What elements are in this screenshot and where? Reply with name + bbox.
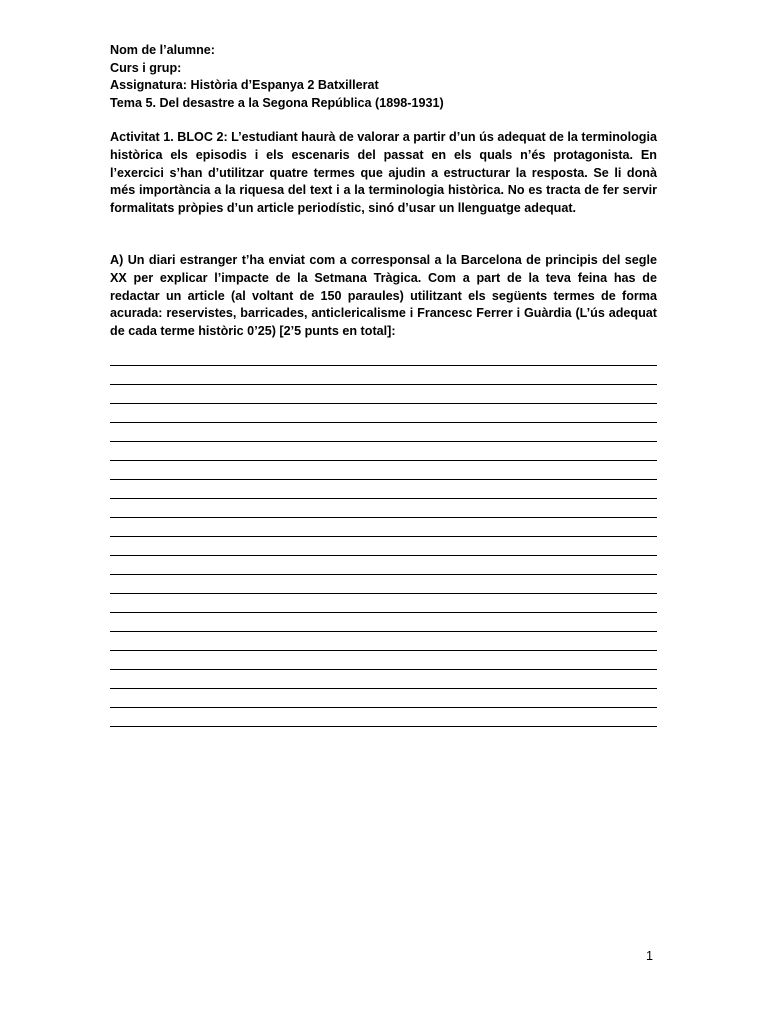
answer-line[interactable] (110, 537, 657, 556)
answer-line[interactable] (110, 366, 657, 385)
answer-line[interactable] (110, 461, 657, 480)
answer-line[interactable] (110, 442, 657, 461)
answer-line[interactable] (110, 689, 657, 708)
answer-line[interactable] (110, 613, 657, 632)
answer-line[interactable] (110, 423, 657, 442)
question-a: A) Un diari estranger t’ha enviat com a corresponsal a la Barcelona de principis del segle XX per explicar l’impacte de la Setmana Tràgica. Com a part de la teva feina has de redactar un article (al voltant de 150 paraules) utilitzant els següents termes de forma acurada: reservistes, barricades, anticlericalisme i Francesc Ferrer i Guàrdia (L’ús adequat de cada terme històric 0’25) [2’5 punts en total]: (110, 253, 657, 338)
answer-line[interactable] (110, 670, 657, 689)
page-number: 1 (646, 949, 654, 963)
student-name-label: Nom de l’alumne: (110, 43, 215, 57)
activity-instructions: Activitat 1. BLOC 2: L’estudiant haurà de valorar a partir d’un ús adequat de la terminologia històrica els episodis i els escenaris del passat en els quals n’és protagonista. En l’exercici s’han d’utilitzar quatre termes que ajudin a estructurar la resposta. Se li donà més importància a la riquesa del text i a la terminologia històrica. No es tracta de fer servir formalitats pròpies d’un article periodístic, sinó d’usar un llenguatge adequat. (110, 130, 657, 215)
answer-line[interactable] (110, 385, 657, 404)
answer-line[interactable] (110, 556, 657, 575)
answer-line[interactable] (110, 404, 657, 423)
answer-line[interactable] (110, 499, 657, 518)
subject-line: Assignatura: Història d’Espanya 2 Batxillerat (110, 78, 379, 93)
document-page (110, 42, 657, 727)
answer-lines[interactable] (110, 347, 657, 727)
answer-line[interactable] (110, 575, 657, 594)
document-header (110, 42, 657, 112)
answer-line[interactable] (110, 480, 657, 499)
answer-line[interactable] (110, 347, 657, 366)
answer-line[interactable] (110, 708, 657, 727)
answer-line[interactable] (110, 632, 657, 651)
answer-line[interactable] (110, 518, 657, 537)
answer-line[interactable] (110, 594, 657, 613)
course-group-label: Curs i grup: (110, 60, 182, 75)
answer-line[interactable] (110, 651, 657, 670)
topic-line: Tema 5. Del desastre a la Segona República (1898-1931) (110, 95, 444, 110)
